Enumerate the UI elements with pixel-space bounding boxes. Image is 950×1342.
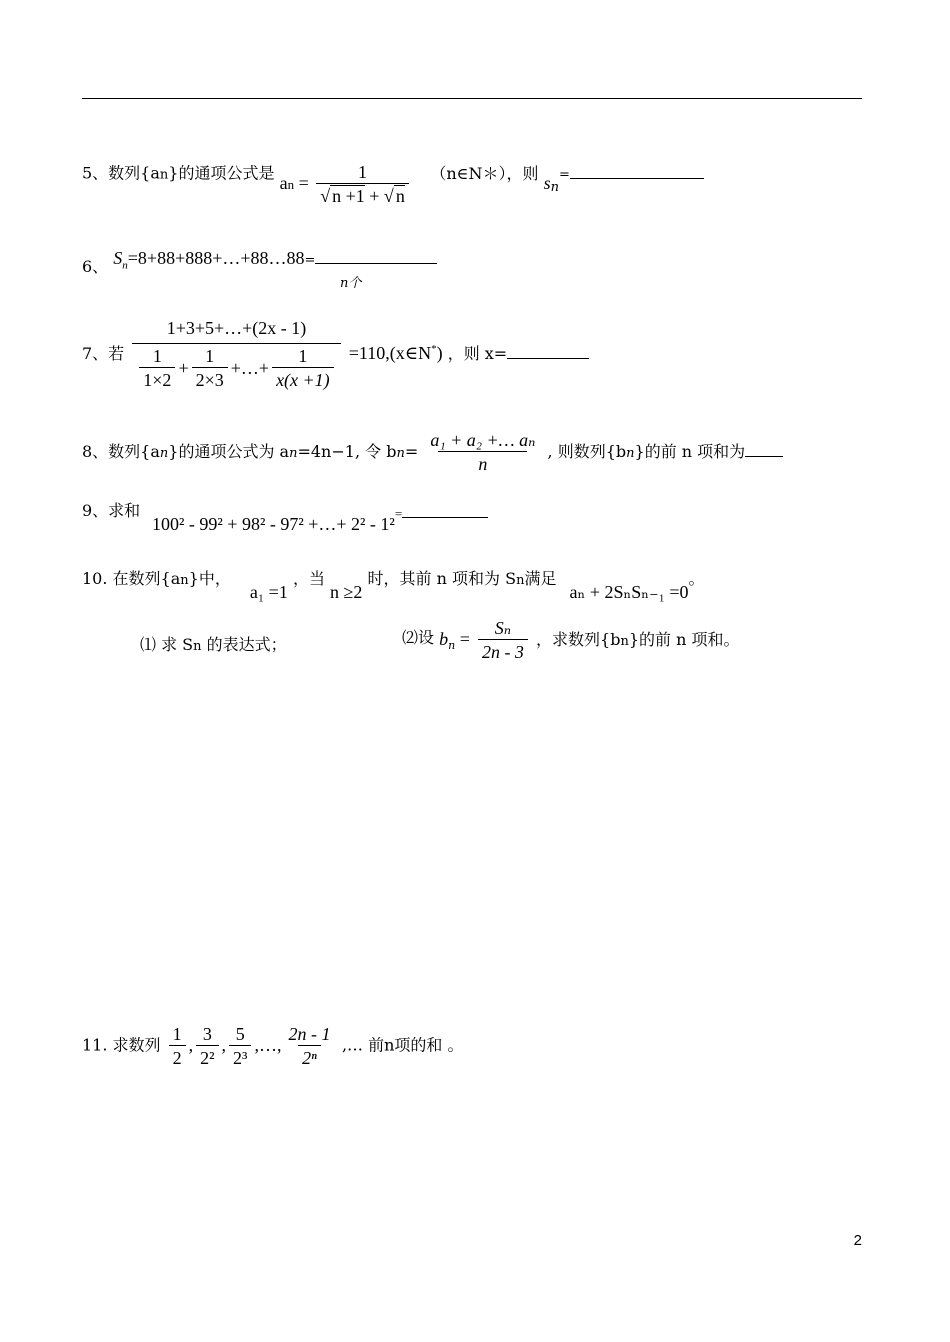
- q8-t4: =: [404, 442, 419, 461]
- q7-d1: [139, 346, 175, 391]
- question-8: [82, 430, 783, 475]
- q6-S: S: [113, 248, 123, 268]
- q10-p2b: b: [439, 629, 449, 649]
- q10-cond1: a₁ =1: [249, 582, 288, 602]
- q7-mid: +…+: [230, 358, 270, 378]
- q7-rhs-sup: *: [431, 343, 437, 355]
- q10-p2-fraction: [478, 618, 528, 663]
- q5-den-a: n +1: [332, 186, 365, 206]
- q9-label: 9、求和: [82, 501, 141, 520]
- question-10-part2: [402, 618, 740, 663]
- q6-expression: =8+88+888+…+88…88: [127, 248, 305, 268]
- q9-expression: 100² - 99² + 98² - 97² +…+ 2² - 1²: [152, 514, 395, 534]
- q9-formula: [152, 506, 488, 535]
- q7-den: $\frac{1}{1\times 2}$ + $\frac{1}{2\times 3}$ +…+ $\frac{1}{x(x +1)}$: [132, 343, 340, 391]
- q5-a-sub: n: [287, 176, 295, 192]
- q11-f1: [169, 1024, 186, 1069]
- q5-a: a: [279, 172, 288, 193]
- q5-s: s: [543, 172, 551, 193]
- question-9: [82, 498, 403, 534]
- q5-cond: （n∈N＊），则: [430, 163, 539, 183]
- q11-tail: ,… 前n项的和 。: [341, 1035, 464, 1055]
- q11-f4d: 2ⁿ: [298, 1045, 321, 1069]
- q6-formula: [113, 248, 305, 272]
- q10-p1a: ⑴ 求 S: [140, 635, 194, 654]
- q7-d2n: 1: [205, 346, 215, 366]
- q7-d2d: 2×3: [192, 367, 228, 391]
- q8-t3: =4n−1, 令 b: [297, 442, 397, 461]
- question-6: [82, 246, 437, 291]
- q7-d3n: 1: [298, 346, 308, 366]
- q8-t2: }的通项公式为 a: [168, 442, 290, 461]
- q11-f2d: 2²: [196, 1045, 218, 1069]
- q10-eq: aₙ + 2SₙSₙ₋₁ =0: [569, 582, 689, 602]
- q5-den-b: n: [395, 186, 405, 206]
- q11-label: 11. 求数列: [82, 1035, 161, 1055]
- q5-plus: +: [364, 186, 384, 206]
- q7-tail: ，则 x=: [447, 344, 508, 363]
- q10-t1: 10. 在数列{a: [82, 569, 181, 588]
- q6-label: 6、: [82, 257, 109, 276]
- q5-sub: n: [159, 167, 169, 183]
- q10-p2c: ，求数列{b: [536, 630, 621, 649]
- q5-formula: [279, 162, 417, 206]
- q8-den: n: [438, 451, 527, 475]
- q8-answer-blank[interactable]: [745, 442, 783, 457]
- q11-f2n: 3: [202, 1024, 212, 1044]
- q11-formula: $\frac{1}{2}$ , $\frac{3}{\text{2²}}$ , $\frac{5}{\text{2³}}$ ,…, $\frac{2n - 1}{\text{2ⁿ}}$: [166, 1035, 342, 1055]
- q10-p2bsub: n: [448, 639, 456, 653]
- q11-f2: [196, 1024, 218, 1069]
- q8-tail: , 则数列{b: [547, 442, 627, 461]
- q10-p2sub: n: [620, 634, 629, 649]
- q7-label: 7、若: [82, 344, 125, 363]
- q7-d1d: 1×2: [139, 367, 175, 391]
- q11-f4: [284, 1024, 334, 1069]
- question-10-parts: [140, 632, 287, 655]
- q7-answer-blank[interactable]: [507, 344, 589, 359]
- q8-s3: n: [396, 446, 405, 461]
- question-10: [82, 566, 705, 602]
- q5-s-sub: n: [550, 179, 559, 195]
- q10-p1b: 的表达式；: [201, 635, 287, 654]
- q7-num: 1+3+5+…+(2x - 1): [166, 318, 307, 338]
- q5-num: 1: [358, 162, 368, 182]
- q11-f1d: 2: [169, 1045, 186, 1069]
- question-11: [82, 1024, 464, 1069]
- q9-answer-blank[interactable]: [402, 503, 488, 518]
- q10-t2: }中，: [188, 569, 231, 588]
- q8-s4: n: [626, 446, 635, 461]
- q5-answer-blank[interactable]: [570, 164, 704, 179]
- q8-tail2: }的前 n 项和为: [634, 442, 746, 461]
- q10-p1sub: n: [193, 639, 202, 654]
- q6-n-count: n个: [340, 276, 362, 291]
- q11-f3: [229, 1024, 251, 1069]
- page-number: 2: [853, 1232, 862, 1249]
- q10-p2den: 2n - 3: [478, 639, 528, 663]
- q7-rhs-text: =110,(x∈N: [348, 343, 432, 363]
- q7-rhs-end: ): [436, 343, 443, 363]
- q5-eq2: =: [558, 167, 570, 183]
- q7-fraction: [132, 318, 340, 391]
- q11-f3d: 2³: [229, 1045, 251, 1069]
- q9-eq: =: [394, 506, 403, 521]
- q11-f3n: 5: [235, 1024, 245, 1044]
- q5-den: √ n +1 + √ n: [316, 183, 409, 207]
- q10-s1: n: [180, 573, 189, 588]
- q11-f4n: 2n - 1: [288, 1024, 331, 1044]
- q10-t3: ，当: [292, 569, 325, 588]
- q7-d3: [272, 346, 334, 391]
- q5-eq: =: [298, 172, 309, 193]
- q7-d2: [192, 346, 228, 391]
- question-7: [82, 318, 589, 391]
- q8-s2: n: [289, 446, 298, 461]
- q11-f1n: 1: [172, 1024, 182, 1044]
- q10-p2a: ⑵设: [402, 628, 440, 647]
- q10-cond2: n ≥2: [330, 582, 363, 602]
- q7-d1n: 1: [152, 346, 162, 366]
- q10-s2: n: [516, 573, 525, 588]
- q10-p2d: }的前 n 项和。: [628, 630, 740, 649]
- question-5: [82, 152, 704, 206]
- q11-mid: ,…,: [254, 1034, 282, 1055]
- q10-end: 。: [688, 569, 705, 588]
- q5-label: 5、数列{a: [82, 163, 160, 183]
- q10-t5: 满足: [524, 569, 557, 588]
- q6-eq: =: [304, 253, 316, 268]
- q5-fraction: [316, 162, 409, 207]
- q6-answer-blank[interactable]: [315, 249, 437, 264]
- q10-p2num: Sₙ: [494, 618, 512, 638]
- q5-mid: }的通项公式是: [168, 163, 275, 183]
- q8-t1: 8、数列{a: [82, 442, 160, 461]
- q8-fraction: [426, 430, 539, 475]
- q8-num: a₁ + a₂ +… aₙ: [430, 430, 536, 450]
- header-rule: [82, 98, 862, 99]
- q10-p2eq: =: [455, 629, 470, 649]
- q10-t4: 时，其前 n 项和为 S: [367, 569, 517, 588]
- q7-rhs: [349, 343, 443, 363]
- q7-d3d: x(x +1): [272, 367, 334, 391]
- q6-S-sub: n: [122, 259, 128, 272]
- q8-s1: n: [159, 446, 169, 461]
